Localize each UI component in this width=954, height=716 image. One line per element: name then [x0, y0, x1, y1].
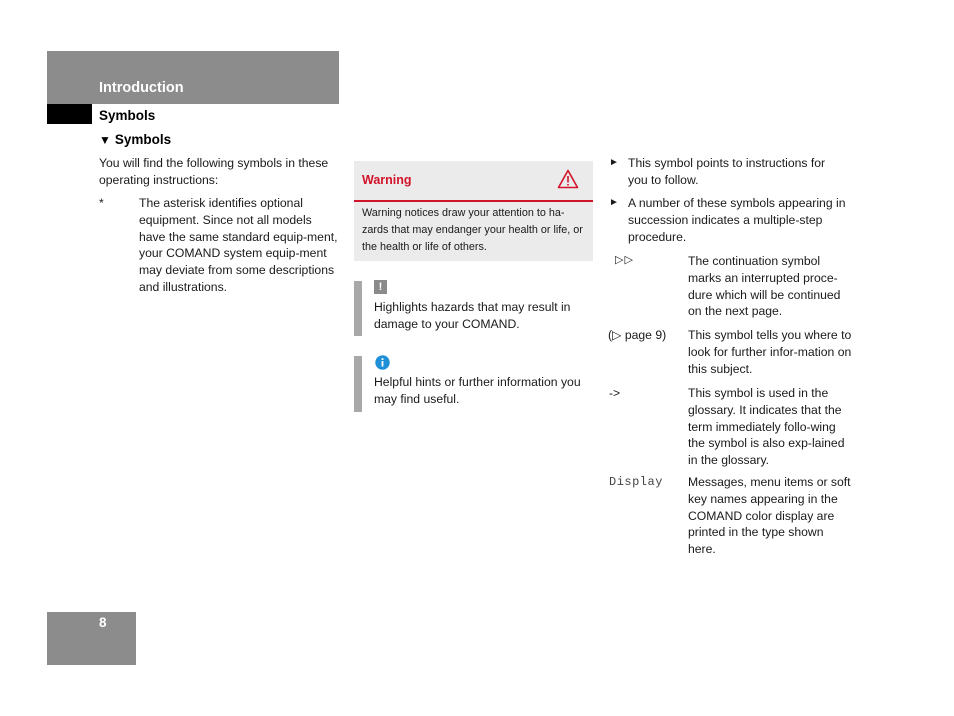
continuation-symbol: ▷▷ [615, 254, 634, 266]
warning-triangle-icon [557, 169, 579, 189]
page-number: 8 [99, 615, 107, 630]
bullet-text: This symbol points to instructions for you to follow. [628, 156, 826, 187]
intro-paragraph: You will find the following symbols in these operating instructions: [99, 156, 329, 187]
header-bar [47, 51, 339, 104]
asterisk-symbol: * [99, 196, 104, 210]
symbol-description: Messages, menu items or soft key names appearing in the COMAND color display are printed in the type shown here. [688, 475, 851, 557]
asterisk-description: The asterisk identifies optional equipment. Since not all models have the same standard equip-ment, your COMAND system equip-ment may deviate from some descriptions and illustrations. [139, 196, 338, 294]
triangle-down-icon: ▼ [99, 133, 111, 147]
chapter-title: Introduction [99, 80, 184, 96]
bullet-arrow-icon: ► [609, 157, 619, 168]
page-number-box [47, 612, 136, 665]
symbol-description: This symbol tells you where to look for further infor-mation on this subject. [688, 328, 852, 376]
section-tab-marker [47, 104, 92, 124]
info-note-text: Helpful hints or further information you may find useful. [374, 375, 581, 406]
warning-text: Warning notices draw your attention to ha-zards that may endanger your health or life, or the health or life of others. [362, 207, 583, 253]
warning-label: Warning [362, 173, 412, 187]
note-bar [354, 356, 362, 412]
section-heading-text: Symbols [114, 132, 172, 147]
bullet-arrow-icon: ► [609, 197, 619, 208]
section-heading [99, 132, 171, 147]
symbol-description: This symbol is used in the glossary. It indicates that the term immediately follo-wing the symbol is also exp-lained in the glossary. [688, 386, 845, 468]
page-reference-symbol: (▷ page 9) [608, 328, 667, 342]
exclamation-icon: ! [374, 280, 387, 294]
bullet-text: A number of these symbols appearing in succession indicates a multiple-step procedure. [628, 196, 846, 244]
note-bar [354, 281, 362, 336]
info-icon [375, 355, 390, 370]
display-font-sample: Display [609, 475, 663, 489]
section-label: Symbols [99, 108, 156, 123]
hazard-note-text: Highlights hazards that may result in damage to your COMAND. [374, 300, 571, 331]
glossary-arrow-symbol: -> [609, 386, 621, 400]
symbol-description: The continuation symbol marks an interrupted proce-dure which will be continued on the next page. [688, 254, 841, 319]
